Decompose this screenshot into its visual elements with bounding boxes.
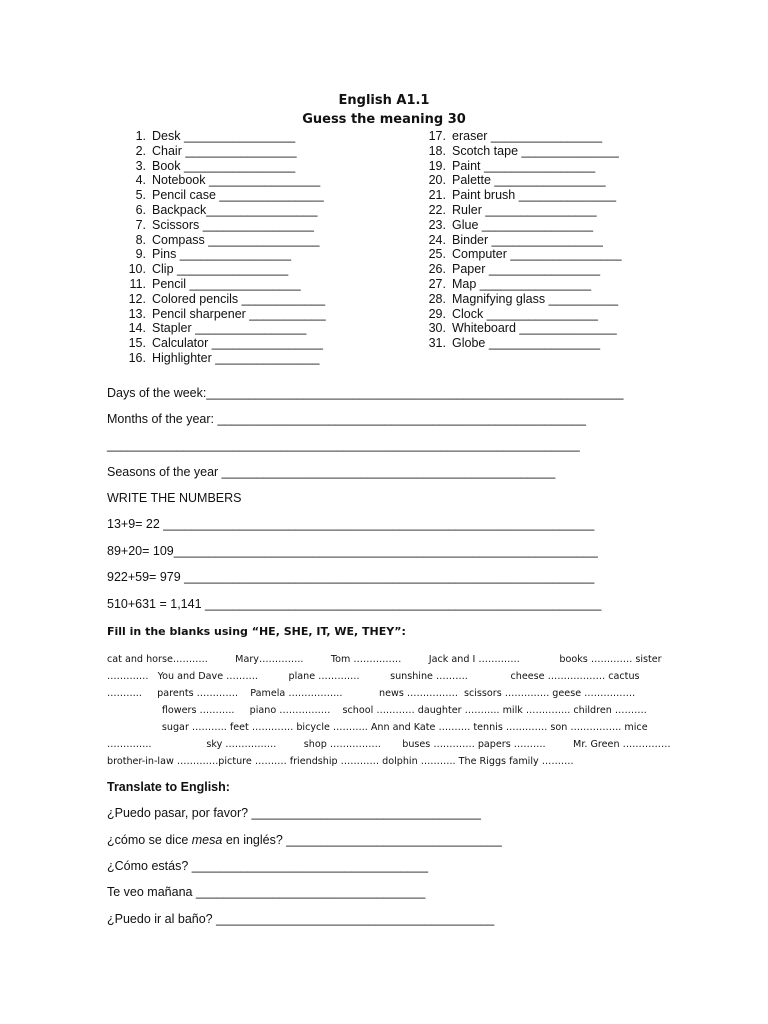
translate-question-2 xyxy=(107,833,502,847)
vocab-number: 27. xyxy=(428,276,446,291)
fill-line: ………….. sky ……………. shop ……………. buses …………. papers ………. Mr. Green …………… xyxy=(107,739,671,750)
vocab-word: Globe ________________ xyxy=(452,336,601,351)
vocab-item xyxy=(424,218,622,233)
vocab-number: 3. xyxy=(135,158,146,173)
vocab-word: Compass ________________ xyxy=(152,232,320,247)
write-numbers-heading: WRITE THE NUMBERS xyxy=(107,491,242,505)
fill-blanks-paragraph xyxy=(107,651,671,770)
months-prompt: Months of the year: _____________________________________________________ xyxy=(107,412,586,426)
vocab-list-right xyxy=(424,129,622,351)
vocab-number: 2. xyxy=(135,143,146,158)
translate-heading: Translate to English: xyxy=(107,780,230,794)
vocab-word: Palette ________________ xyxy=(452,173,606,188)
vocab-item xyxy=(424,173,622,188)
vocab-word: Desk ________________ xyxy=(152,129,296,143)
vocab-number: 11. xyxy=(129,276,146,291)
vocab-word: Pins ________________ xyxy=(152,247,292,262)
vocab-number: 14. xyxy=(128,321,146,336)
vocab-item xyxy=(124,129,326,144)
vocab-item xyxy=(124,336,326,351)
vocab-number: 17. xyxy=(428,129,446,143)
vocab-item xyxy=(124,173,326,188)
number-exercise-1: 13+9= 22 ______________________________________________________________ xyxy=(107,517,595,531)
vocab-number: 13. xyxy=(128,306,146,321)
vocab-item xyxy=(124,277,326,292)
vocab-number: 12. xyxy=(128,291,146,306)
vocab-item xyxy=(424,203,622,218)
vocab-item xyxy=(424,262,622,277)
fill-line: flowers ……….. piano ……………. school ………… daughter ……….. milk ………….. children ………. xyxy=(107,705,647,716)
fill-line: ……….. parents …………. Pamela …………….. news ……………. scissors ………….. geese ……………. xyxy=(107,688,636,699)
vocab-number: 6. xyxy=(135,202,146,217)
vocab-item xyxy=(124,188,326,203)
vocab-item xyxy=(424,159,622,174)
vocab-word: Pencil case _______________ xyxy=(152,188,324,203)
number-exercise-4: 510+631 = 1,141 _________________________________________________________ xyxy=(107,597,602,611)
vocab-number: 19. xyxy=(428,158,446,173)
vocab-item xyxy=(424,321,622,336)
fill-line: cat and horse……….. Mary………….. Tom …………… Jack and I …………. books …………. sister xyxy=(107,654,662,665)
days-prompt: Days of the week:____________________________________________________________ xyxy=(107,386,624,400)
vocab-number: 10. xyxy=(128,262,146,277)
fill-line: brother-in-law ………….picture ………. friendship ………… dolphin ……….. The Riggs family ………. xyxy=(107,756,574,767)
vocab-word: Colored pencils ____________ xyxy=(152,291,326,306)
vocab-item xyxy=(124,351,326,366)
vocab-word: Magnifying glass __________ xyxy=(452,291,619,306)
vocab-number: 23. xyxy=(428,217,446,232)
vocab-number: 26. xyxy=(428,262,446,277)
vocab-item xyxy=(124,144,326,159)
vocab-number: 9. xyxy=(135,247,146,262)
vocab-number: 29. xyxy=(428,306,446,321)
vocab-item xyxy=(124,292,326,307)
vocab-word: Map ________________ xyxy=(452,276,592,291)
vocab-item xyxy=(124,233,326,248)
vocab-number: 21. xyxy=(428,188,446,203)
vocab-item xyxy=(424,144,622,159)
vocab-item xyxy=(124,262,326,277)
vocab-item xyxy=(424,247,622,262)
vocab-word: Paint brush ______________ xyxy=(452,188,617,203)
vocab-item xyxy=(124,203,326,218)
vocab-word: Clip ________________ xyxy=(152,262,289,277)
vocab-item xyxy=(424,233,622,248)
vocab-word: Highlighter _______________ xyxy=(152,350,320,365)
vocab-word: Chair ________________ xyxy=(152,143,297,158)
vocab-item xyxy=(424,129,622,144)
translate-question-1: ¿Puedo pasar, por favor? _________________________________ xyxy=(107,806,481,820)
vocab-item xyxy=(124,159,326,174)
page-title: English A1.1 xyxy=(338,93,430,108)
vocab-item xyxy=(424,292,622,307)
vocab-number: 1. xyxy=(135,129,146,143)
vocab-word: Computer ________________ xyxy=(452,247,622,262)
vocab-item xyxy=(424,188,622,203)
vocab-number: 16. xyxy=(128,350,146,365)
page-subtitle: Guess the meaning 30 xyxy=(302,112,466,127)
vocab-word: Notebook ________________ xyxy=(152,173,321,188)
vocab-word: Clock ________________ xyxy=(452,306,598,321)
translate-q2-suffix: en inglés? _______________________________ xyxy=(222,833,502,847)
vocab-item xyxy=(424,277,622,292)
translate-question-3: ¿Cómo estás? __________________________________ xyxy=(107,859,429,873)
months-extra-line: ____________________________________________________________________ xyxy=(107,438,580,452)
vocab-word: Scotch tape ______________ xyxy=(452,143,619,158)
vocab-number: 22. xyxy=(428,202,446,217)
vocab-word: Scissors ________________ xyxy=(152,217,314,232)
translate-q2-prefix: ¿cómo se dice xyxy=(107,833,192,847)
vocab-word: Whiteboard ______________ xyxy=(452,321,617,336)
translate-q2-emphasis: mesa xyxy=(191,833,223,847)
vocab-word: Pencil ________________ xyxy=(152,276,301,291)
vocab-number: 18. xyxy=(428,143,446,158)
vocab-word: Backpack________________ xyxy=(152,202,318,217)
fill-blanks-heading: Fill in the blanks using “HE, SHE, IT, WE, THEY”: xyxy=(107,625,406,638)
vocab-number: 31. xyxy=(428,336,446,351)
vocab-word: Ruler ________________ xyxy=(452,202,597,217)
vocab-word: Paint ________________ xyxy=(452,158,596,173)
vocab-number: 8. xyxy=(135,232,146,247)
vocab-word: Binder ________________ xyxy=(452,232,603,247)
vocab-item xyxy=(124,321,326,336)
vocab-number: 7. xyxy=(135,217,146,232)
vocab-word: eraser ________________ xyxy=(452,129,603,143)
vocab-number: 15. xyxy=(128,336,146,351)
vocab-word: Paper ________________ xyxy=(452,262,601,277)
vocab-item xyxy=(124,307,326,322)
vocab-item xyxy=(124,247,326,262)
vocab-word: Calculator ________________ xyxy=(152,336,323,351)
vocab-item xyxy=(424,336,622,351)
translate-question-4: Te veo mañana _________________________________ xyxy=(107,885,426,899)
fill-line: …………. You and Dave ………. plane …………. sunshine ………. cheese ……………… cactus xyxy=(107,671,640,682)
vocab-number: 25. xyxy=(428,247,446,262)
vocab-word: Book ________________ xyxy=(152,158,296,173)
vocab-number: 30. xyxy=(428,321,446,336)
vocab-item xyxy=(424,307,622,322)
vocab-word: Glue ________________ xyxy=(452,217,594,232)
vocab-list-left xyxy=(124,129,326,366)
seasons-prompt: Seasons of the year ________________________________________________ xyxy=(107,465,556,479)
vocab-word: Stapler ________________ xyxy=(152,321,307,336)
fill-line: sugar ……….. feet …………. bicycle ……….. Ann and Kate ………. tennis …………. son ……………. mice xyxy=(107,722,648,733)
vocab-number: 24. xyxy=(428,232,446,247)
vocab-number: 5. xyxy=(135,188,146,203)
vocab-number: 4. xyxy=(135,173,146,188)
number-exercise-3: 922+59= 979 ___________________________________________________________ xyxy=(107,570,595,584)
number-exercise-2: 89+20= 109_____________________________________________________________ xyxy=(107,544,598,558)
vocab-word: Pencil sharpener ___________ xyxy=(152,306,326,321)
vocab-item xyxy=(124,218,326,233)
vocab-number: 20. xyxy=(428,173,446,188)
translate-question-5: ¿Puedo ir al baño? ________________________________________ xyxy=(107,912,495,926)
vocab-number: 28. xyxy=(428,291,446,306)
